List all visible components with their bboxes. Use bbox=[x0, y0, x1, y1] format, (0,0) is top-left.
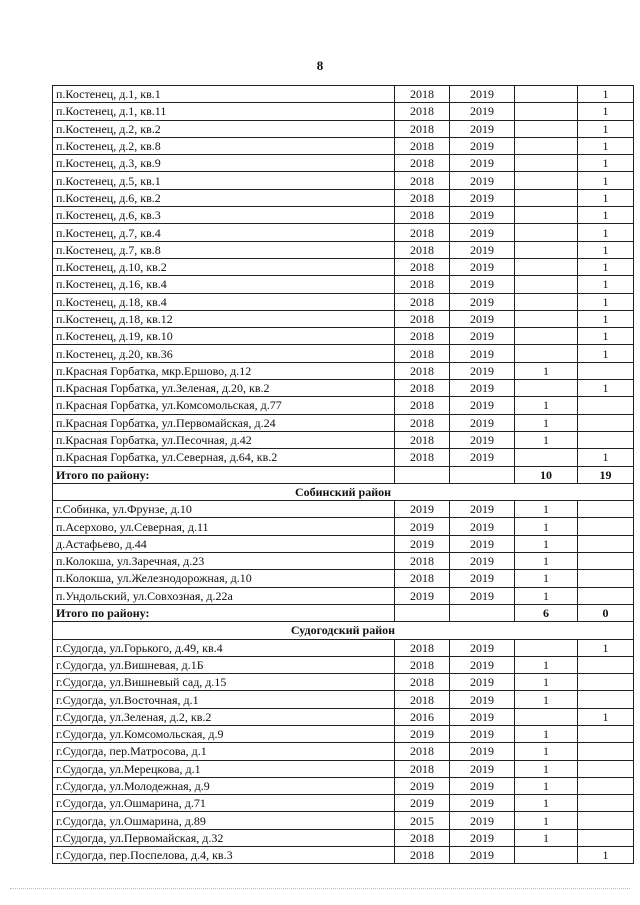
year-end-cell: 2019 bbox=[450, 380, 515, 397]
year-end-cell: 2019 bbox=[450, 431, 515, 448]
year-start-cell: 2018 bbox=[395, 674, 450, 691]
count-a-cell: 1 bbox=[515, 397, 578, 414]
count-a-cell bbox=[515, 345, 578, 362]
count-b-cell: 1 bbox=[578, 155, 634, 172]
year-end-cell: 2019 bbox=[450, 310, 515, 327]
count-a-cell bbox=[515, 639, 578, 656]
year-end-cell: 2019 bbox=[450, 674, 515, 691]
count-a-cell: 1 bbox=[515, 812, 578, 829]
count-a-cell bbox=[515, 380, 578, 397]
district-total-row bbox=[53, 466, 634, 483]
count-b-cell: 1 bbox=[578, 120, 634, 137]
count-b-cell bbox=[578, 777, 634, 794]
count-b-cell bbox=[578, 691, 634, 708]
year-start-cell: 2018 bbox=[395, 293, 450, 310]
count-b-cell bbox=[578, 535, 634, 552]
year-end-cell: 2019 bbox=[450, 328, 515, 345]
count-b-cell: 1 bbox=[578, 328, 634, 345]
table-row bbox=[53, 725, 634, 742]
table-row bbox=[53, 293, 634, 310]
address-cell: г.Судогда, пер.Поспелова, д.4, кв.3 bbox=[53, 847, 395, 864]
table-row bbox=[53, 189, 634, 206]
count-b-cell: 1 bbox=[578, 207, 634, 224]
count-b-cell bbox=[578, 362, 634, 379]
address-cell: п.Красная Горбатка, ул.Зеленая, д.20, кв.2 bbox=[53, 380, 395, 397]
count-b-cell: 1 bbox=[578, 86, 634, 103]
count-a-cell: 1 bbox=[515, 570, 578, 587]
year-start-cell: 2018 bbox=[395, 570, 450, 587]
year-end-cell: 2019 bbox=[450, 189, 515, 206]
table-row bbox=[53, 829, 634, 846]
count-a-cell bbox=[515, 155, 578, 172]
year-start-cell: 2018 bbox=[395, 397, 450, 414]
address-cell: п.Асерхово, ул.Северная, д.11 bbox=[53, 518, 395, 535]
count-a-cell: 1 bbox=[515, 795, 578, 812]
count-a-cell bbox=[515, 207, 578, 224]
count-b-cell bbox=[578, 431, 634, 448]
address-cell: г.Судогда, ул.Восточная, д.1 bbox=[53, 691, 395, 708]
address-cell: г.Судогда, ул.Мерецкова, д.1 bbox=[53, 760, 395, 777]
year-start-cell: 2018 bbox=[395, 224, 450, 241]
table-row bbox=[53, 449, 634, 466]
address-cell: Итого по району: bbox=[53, 604, 395, 621]
year-end-cell: 2019 bbox=[450, 414, 515, 431]
table-row bbox=[53, 276, 634, 293]
year-end-cell: 2019 bbox=[450, 345, 515, 362]
year-end-cell: 2019 bbox=[450, 553, 515, 570]
address-cell: п.Колокша, ул.Заречная, д.23 bbox=[53, 553, 395, 570]
count-a-cell: 6 bbox=[515, 604, 578, 621]
count-a-cell bbox=[515, 172, 578, 189]
table-row bbox=[53, 431, 634, 448]
count-b-cell: 1 bbox=[578, 293, 634, 310]
table-row bbox=[53, 207, 634, 224]
year-end-cell bbox=[450, 604, 515, 621]
address-cell: г.Судогда, ул.Вишневая, д.1Б bbox=[53, 656, 395, 673]
count-b-cell bbox=[578, 397, 634, 414]
address-cell: д.Астафьево, д.44 bbox=[53, 535, 395, 552]
year-start-cell: 2019 bbox=[395, 587, 450, 604]
year-start-cell: 2018 bbox=[395, 639, 450, 656]
year-start-cell: 2018 bbox=[395, 310, 450, 327]
year-end-cell: 2019 bbox=[450, 137, 515, 154]
table-row bbox=[53, 137, 634, 154]
address-cell: г.Судогда, ул.Горького, д.49, кв.4 bbox=[53, 639, 395, 656]
address-cell: п.Ундольский, ул.Совхозная, д.22а bbox=[53, 587, 395, 604]
table-row bbox=[53, 414, 634, 431]
year-start-cell: 2015 bbox=[395, 812, 450, 829]
count-a-cell: 1 bbox=[515, 760, 578, 777]
year-start-cell: 2016 bbox=[395, 708, 450, 725]
count-b-cell: 1 bbox=[578, 137, 634, 154]
year-start-cell: 2018 bbox=[395, 189, 450, 206]
year-end-cell: 2019 bbox=[450, 449, 515, 466]
count-b-cell bbox=[578, 795, 634, 812]
year-end-cell: 2019 bbox=[450, 691, 515, 708]
address-cell: п.Костенец, д.6, кв.3 bbox=[53, 207, 395, 224]
year-start-cell: 2018 bbox=[395, 345, 450, 362]
table-row bbox=[53, 103, 634, 120]
address-cell: п.Костенец, д.18, кв.12 bbox=[53, 310, 395, 327]
year-start-cell: 2018 bbox=[395, 137, 450, 154]
year-end-cell: 2019 bbox=[450, 258, 515, 275]
table-row bbox=[53, 847, 634, 864]
count-a-cell bbox=[515, 708, 578, 725]
address-cell: п.Костенец, д.18, кв.4 bbox=[53, 293, 395, 310]
year-start-cell: 2018 bbox=[395, 362, 450, 379]
year-start-cell: 2019 bbox=[395, 501, 450, 518]
table-row bbox=[53, 639, 634, 656]
district-name: Собинский район bbox=[53, 483, 634, 500]
count-b-cell bbox=[578, 760, 634, 777]
table-row bbox=[53, 172, 634, 189]
count-a-cell: 1 bbox=[515, 691, 578, 708]
table-row bbox=[53, 777, 634, 794]
year-end-cell: 2019 bbox=[450, 535, 515, 552]
district-header-row bbox=[53, 483, 634, 500]
count-b-cell: 0 bbox=[578, 604, 634, 621]
address-cell: г.Судогда, пер.Матросова, д.1 bbox=[53, 743, 395, 760]
count-a-cell bbox=[515, 137, 578, 154]
count-a-cell: 1 bbox=[515, 777, 578, 794]
count-b-cell: 1 bbox=[578, 258, 634, 275]
district-total-row bbox=[53, 604, 634, 621]
address-cell: п.Костенец, д.2, кв.2 bbox=[53, 120, 395, 137]
table-row bbox=[53, 708, 634, 725]
count-a-cell bbox=[515, 189, 578, 206]
address-cell: Итого по району: bbox=[53, 466, 395, 483]
count-b-cell: 1 bbox=[578, 639, 634, 656]
address-cell: г.Судогда, ул.Молодежная, д.9 bbox=[53, 777, 395, 794]
housing-table-body bbox=[53, 86, 634, 864]
count-b-cell bbox=[578, 829, 634, 846]
year-start-cell: 2018 bbox=[395, 829, 450, 846]
count-a-cell: 1 bbox=[515, 553, 578, 570]
address-cell: п.Красная Горбатка, ул.Комсомольская, д.77 bbox=[53, 397, 395, 414]
year-end-cell: 2019 bbox=[450, 293, 515, 310]
address-cell: п.Костенец, д.2, кв.8 bbox=[53, 137, 395, 154]
year-start-cell: 2018 bbox=[395, 380, 450, 397]
count-b-cell: 1 bbox=[578, 847, 634, 864]
count-a-cell: 1 bbox=[515, 725, 578, 742]
year-end-cell: 2019 bbox=[450, 743, 515, 760]
count-a-cell bbox=[515, 847, 578, 864]
year-end-cell: 2019 bbox=[450, 760, 515, 777]
year-start-cell bbox=[395, 466, 450, 483]
address-cell: г.Собинка, ул.Фрунзе, д.10 bbox=[53, 501, 395, 518]
address-cell: п.Костенец, д.16, кв.4 bbox=[53, 276, 395, 293]
year-start-cell: 2018 bbox=[395, 258, 450, 275]
count-b-cell: 1 bbox=[578, 224, 634, 241]
count-a-cell: 1 bbox=[515, 501, 578, 518]
year-start-cell: 2019 bbox=[395, 725, 450, 742]
count-a-cell bbox=[515, 310, 578, 327]
table-row bbox=[53, 397, 634, 414]
address-cell: г.Судогда, ул.Зеленая, д.2, кв.2 bbox=[53, 708, 395, 725]
year-end-cell: 2019 bbox=[450, 777, 515, 794]
count-a-cell: 10 bbox=[515, 466, 578, 483]
table-row bbox=[53, 310, 634, 327]
scan-artifact-line bbox=[10, 888, 630, 890]
table-row bbox=[53, 120, 634, 137]
address-cell: п.Костенец, д.7, кв.8 bbox=[53, 241, 395, 258]
address-cell: п.Костенец, д.10, кв.2 bbox=[53, 258, 395, 275]
table-row bbox=[53, 362, 634, 379]
count-b-cell bbox=[578, 674, 634, 691]
year-end-cell: 2019 bbox=[450, 708, 515, 725]
count-b-cell bbox=[578, 501, 634, 518]
year-start-cell: 2018 bbox=[395, 276, 450, 293]
year-end-cell: 2019 bbox=[450, 276, 515, 293]
year-end-cell: 2019 bbox=[450, 397, 515, 414]
count-a-cell: 1 bbox=[515, 587, 578, 604]
year-start-cell: 2018 bbox=[395, 691, 450, 708]
count-a-cell bbox=[515, 120, 578, 137]
housing-table bbox=[52, 85, 634, 864]
count-b-cell bbox=[578, 553, 634, 570]
count-b-cell: 1 bbox=[578, 345, 634, 362]
address-cell: п.Костенец, д.7, кв.4 bbox=[53, 224, 395, 241]
address-cell: г.Судогда, ул.Ошмарина, д.89 bbox=[53, 812, 395, 829]
address-cell: п.Костенец, д.19, кв.10 bbox=[53, 328, 395, 345]
count-a-cell bbox=[515, 258, 578, 275]
year-start-cell: 2018 bbox=[395, 207, 450, 224]
year-start-cell: 2018 bbox=[395, 760, 450, 777]
table-row bbox=[53, 86, 634, 103]
count-b-cell bbox=[578, 656, 634, 673]
count-b-cell: 1 bbox=[578, 708, 634, 725]
year-start-cell: 2018 bbox=[395, 847, 450, 864]
table-row bbox=[53, 553, 634, 570]
count-a-cell bbox=[515, 86, 578, 103]
year-end-cell: 2019 bbox=[450, 829, 515, 846]
year-end-cell: 2019 bbox=[450, 224, 515, 241]
count-b-cell: 19 bbox=[578, 466, 634, 483]
count-a-cell: 1 bbox=[515, 829, 578, 846]
address-cell: г.Судогда, ул.Комсомольская, д.9 bbox=[53, 725, 395, 742]
year-end-cell: 2019 bbox=[450, 656, 515, 673]
year-end-cell: 2019 bbox=[450, 155, 515, 172]
table-row bbox=[53, 518, 634, 535]
count-a-cell bbox=[515, 241, 578, 258]
year-start-cell: 2018 bbox=[395, 414, 450, 431]
table-row bbox=[53, 795, 634, 812]
address-cell: п.Костенец, д.3, кв.9 bbox=[53, 155, 395, 172]
count-a-cell bbox=[515, 103, 578, 120]
year-end-cell bbox=[450, 466, 515, 483]
year-start-cell: 2018 bbox=[395, 241, 450, 258]
address-cell: г.Судогда, ул.Ошмарина, д.71 bbox=[53, 795, 395, 812]
year-start-cell: 2019 bbox=[395, 777, 450, 794]
count-b-cell: 1 bbox=[578, 189, 634, 206]
year-end-cell: 2019 bbox=[450, 570, 515, 587]
year-start-cell: 2018 bbox=[395, 155, 450, 172]
year-end-cell: 2019 bbox=[450, 847, 515, 864]
table-row bbox=[53, 812, 634, 829]
table-row bbox=[53, 241, 634, 258]
year-end-cell: 2019 bbox=[450, 103, 515, 120]
count-a-cell bbox=[515, 276, 578, 293]
year-start-cell bbox=[395, 604, 450, 621]
count-b-cell bbox=[578, 587, 634, 604]
count-b-cell bbox=[578, 414, 634, 431]
address-cell: п.Костенец, д.6, кв.2 bbox=[53, 189, 395, 206]
year-start-cell: 2018 bbox=[395, 449, 450, 466]
count-b-cell bbox=[578, 743, 634, 760]
count-a-cell bbox=[515, 293, 578, 310]
count-a-cell bbox=[515, 224, 578, 241]
table-row bbox=[53, 760, 634, 777]
year-end-cell: 2019 bbox=[450, 518, 515, 535]
year-start-cell: 2018 bbox=[395, 172, 450, 189]
count-a-cell bbox=[515, 328, 578, 345]
count-b-cell: 1 bbox=[578, 310, 634, 327]
address-cell: п.Красная Горбатка, ул.Песочная, д.42 bbox=[53, 431, 395, 448]
year-start-cell: 2018 bbox=[395, 743, 450, 760]
count-b-cell bbox=[578, 725, 634, 742]
address-cell: п.Костенец, д.1, кв.11 bbox=[53, 103, 395, 120]
year-end-cell: 2019 bbox=[450, 587, 515, 604]
year-start-cell: 2018 bbox=[395, 103, 450, 120]
count-a-cell bbox=[515, 449, 578, 466]
table-row bbox=[53, 501, 634, 518]
address-cell: п.Костенец, д.5, кв.1 bbox=[53, 172, 395, 189]
table-row bbox=[53, 535, 634, 552]
year-start-cell: 2018 bbox=[395, 120, 450, 137]
count-a-cell: 1 bbox=[515, 656, 578, 673]
year-start-cell: 2019 bbox=[395, 795, 450, 812]
table-row bbox=[53, 587, 634, 604]
table-row bbox=[53, 328, 634, 345]
count-a-cell: 1 bbox=[515, 362, 578, 379]
count-b-cell: 1 bbox=[578, 449, 634, 466]
year-end-cell: 2019 bbox=[450, 207, 515, 224]
count-b-cell: 1 bbox=[578, 172, 634, 189]
address-cell: п.Костенец, д.20, кв.36 bbox=[53, 345, 395, 362]
table-row bbox=[53, 570, 634, 587]
count-b-cell bbox=[578, 518, 634, 535]
count-b-cell: 1 bbox=[578, 241, 634, 258]
table-row bbox=[53, 380, 634, 397]
year-start-cell: 2018 bbox=[395, 86, 450, 103]
district-name: Судогодский район bbox=[53, 622, 634, 639]
year-end-cell: 2019 bbox=[450, 795, 515, 812]
address-cell: п.Красная Горбатка, мкр.Ершово, д.12 bbox=[53, 362, 395, 379]
table-row bbox=[53, 345, 634, 362]
table-row bbox=[53, 691, 634, 708]
year-start-cell: 2018 bbox=[395, 431, 450, 448]
address-cell: г.Судогда, ул.Вишневый сад, д.15 bbox=[53, 674, 395, 691]
year-end-cell: 2019 bbox=[450, 725, 515, 742]
year-start-cell: 2019 bbox=[395, 518, 450, 535]
district-header-row bbox=[53, 622, 634, 639]
table-row bbox=[53, 224, 634, 241]
year-end-cell: 2019 bbox=[450, 120, 515, 137]
year-start-cell: 2018 bbox=[395, 656, 450, 673]
count-b-cell: 1 bbox=[578, 103, 634, 120]
address-cell: п.Костенец, д.1, кв.1 bbox=[53, 86, 395, 103]
year-end-cell: 2019 bbox=[450, 812, 515, 829]
year-end-cell: 2019 bbox=[450, 86, 515, 103]
count-a-cell: 1 bbox=[515, 431, 578, 448]
year-end-cell: 2019 bbox=[450, 362, 515, 379]
address-cell: п.Красная Горбатка, ул.Первомайская, д.24 bbox=[53, 414, 395, 431]
table-row bbox=[53, 258, 634, 275]
count-b-cell: 1 bbox=[578, 276, 634, 293]
year-start-cell: 2018 bbox=[395, 553, 450, 570]
year-start-cell: 2018 bbox=[395, 328, 450, 345]
count-b-cell: 1 bbox=[578, 380, 634, 397]
year-start-cell: 2019 bbox=[395, 535, 450, 552]
year-end-cell: 2019 bbox=[450, 639, 515, 656]
year-end-cell: 2019 bbox=[450, 241, 515, 258]
count-a-cell: 1 bbox=[515, 535, 578, 552]
count-a-cell: 1 bbox=[515, 414, 578, 431]
address-cell: п.Колокша, ул.Железнодорожная, д.10 bbox=[53, 570, 395, 587]
table-row bbox=[53, 674, 634, 691]
address-cell: г.Судогда, ул.Первомайская, д.32 bbox=[53, 829, 395, 846]
count-b-cell bbox=[578, 570, 634, 587]
count-a-cell: 1 bbox=[515, 518, 578, 535]
count-b-cell bbox=[578, 812, 634, 829]
table-row bbox=[53, 743, 634, 760]
count-a-cell: 1 bbox=[515, 743, 578, 760]
year-end-cell: 2019 bbox=[450, 501, 515, 518]
address-cell: п.Красная Горбатка, ул.Северная, д.64, кв.2 bbox=[53, 449, 395, 466]
table-row bbox=[53, 656, 634, 673]
table-row bbox=[53, 155, 634, 172]
page-number: 8 bbox=[316, 58, 324, 73]
year-end-cell: 2019 bbox=[450, 172, 515, 189]
count-a-cell: 1 bbox=[515, 674, 578, 691]
